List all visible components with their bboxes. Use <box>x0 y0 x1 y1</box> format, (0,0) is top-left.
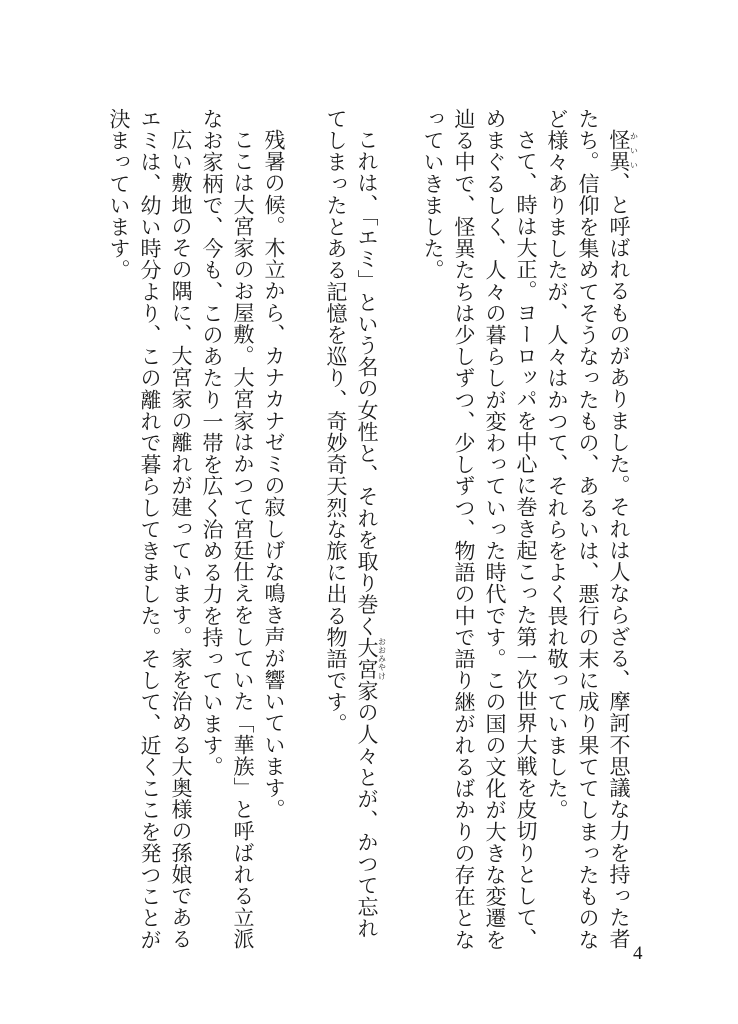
paragraph-intro-kaii-text: 、と呼ばれるものがありました。それは人ならざる、摩訶不思議な力を持った者たち。信仰を集めてそうなったもの、あるいは、悪行の末に成り果ててしまったものなど様々ありましたが、人々はかつて、それらをよく畏れ敬っていました。 <box>545 108 631 951</box>
paragraph-story-intro-lead: これは、「エミ」という名の女性と、それを取り巻く <box>355 129 379 637</box>
paragraph-intro-kaii <box>541 108 638 953</box>
paragraph-emi: 広い敷地のその隅に、大宮家の離れが建っています。家を治める大奥様の孫娘であるエミは、幼い時分より、この離れで暮らしてきました。そして、近くここを発つことが決まっています。 <box>107 108 193 951</box>
vertical-text-body <box>78 108 638 953</box>
ruby-reading-omiya: おおみやけ <box>377 636 387 681</box>
paragraph-late-summer: 残暑の候。木立から、カナカナゼミの寂しげな鳴き声が響いています。 <box>262 129 286 821</box>
paragraph-story-intro <box>320 108 386 953</box>
page-number: 4 <box>633 943 643 964</box>
paragraph-omiya-residence: ここは大宮家のお屋敷。大宮家はかつて宮廷仕えをしていた「華族」と呼ばれる立派なお家柄で、今も、このあたり一帯を広く治める力を持っています。 <box>200 108 255 950</box>
ruby-base-omiya: 大宮 <box>355 636 379 681</box>
paragraph-taisho: さて、時は大正。ヨーロッパを中心に巻き起こった第一次世界大戦を皮切りとして、めまぐるしく、人々の暮らしが変わっていった時代です。この国の文化が大きな変遷を辿る中で、怪異たちは少しずつ、少しずつ、物語の中で語り継がれるばかりの存在となっていきました。 <box>421 108 538 951</box>
ruby-base-kaii: 怪異 <box>607 129 631 173</box>
paragraph-story-intro-rest: 家の人々とが、かつて忘れてしまったとある記憶を巡り、奇妙奇天烈な旅に出る物語です。 <box>324 108 379 940</box>
ruby-kaii <box>607 129 639 173</box>
ruby-omiya <box>355 636 387 681</box>
ruby-reading-kaii: かいい <box>629 129 639 173</box>
